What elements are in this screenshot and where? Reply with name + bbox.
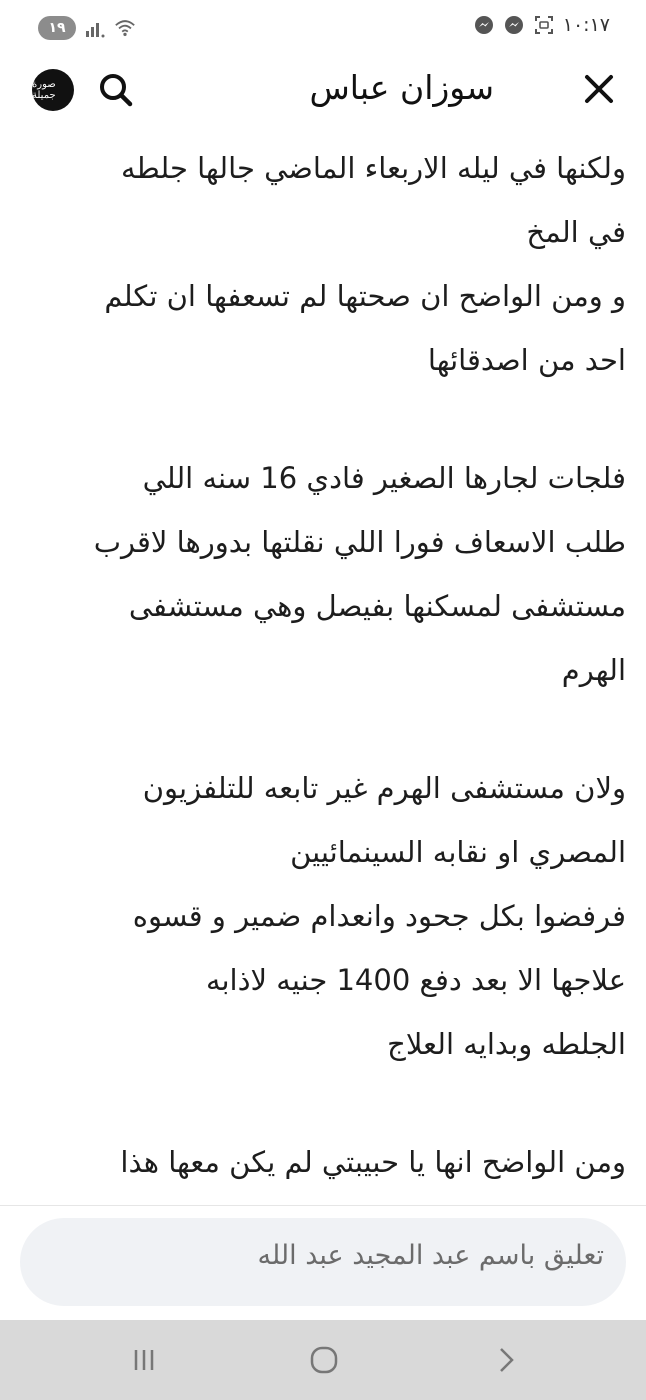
post-line: و ومن الواضح ان صحتها لم تسعفها ان تكلم bbox=[104, 279, 626, 313]
signal-icon bbox=[84, 17, 106, 39]
close-icon bbox=[582, 72, 616, 106]
comment-input[interactable] bbox=[20, 1218, 626, 1306]
post-line: الهرم bbox=[561, 653, 626, 687]
back-button[interactable] bbox=[486, 1340, 526, 1380]
post-line: فلجات لجارها الصغير فادي 16 سنه اللي bbox=[142, 461, 626, 495]
profile-avatar[interactable] bbox=[32, 69, 74, 111]
post-line: المصري او نقابه السينمائيين bbox=[290, 835, 626, 869]
messenger-icon bbox=[473, 14, 495, 36]
post-text bbox=[22, 136, 626, 1196]
post-line: في المخ bbox=[526, 215, 626, 249]
clock: ١٠:١٧ bbox=[562, 14, 610, 36]
search-icon bbox=[96, 70, 136, 110]
post-line: ولكنها في ليله الاربعاء الماضي جالها جلطه bbox=[121, 151, 626, 185]
screenshot-icon bbox=[533, 14, 555, 36]
battery-indicator: ١٩ bbox=[38, 16, 76, 40]
messenger-icon bbox=[503, 14, 525, 36]
paragraph-gap bbox=[22, 1076, 626, 1130]
post-line: طلب الاسعاف فورا اللي نقلتها بدورها لاقرب bbox=[93, 525, 626, 559]
post-line: فرفضوا بكل جحود وانعدام ضمير و قسوه bbox=[132, 899, 626, 933]
wifi-icon bbox=[114, 17, 136, 39]
post-line: احد من اصدقائها bbox=[427, 343, 626, 377]
search-button[interactable] bbox=[94, 68, 138, 112]
back-icon bbox=[491, 1345, 521, 1375]
status-bar bbox=[0, 0, 646, 56]
system-nav-bar bbox=[0, 1320, 646, 1400]
post-line: ولان مستشفى الهرم غير تابعه للتلفزيون bbox=[142, 771, 626, 805]
post-header bbox=[0, 56, 646, 126]
home-button[interactable] bbox=[304, 1340, 344, 1380]
close-button[interactable] bbox=[578, 68, 620, 110]
post-line: ومن الواضح انها يا حبيبتي لم يكن معها هذا bbox=[120, 1145, 626, 1179]
home-icon bbox=[308, 1344, 340, 1376]
paragraph-gap bbox=[22, 392, 626, 446]
recent-apps-button[interactable] bbox=[124, 1340, 164, 1380]
divider bbox=[0, 1205, 646, 1206]
paragraph-gap bbox=[22, 702, 626, 756]
status-right bbox=[473, 14, 610, 36]
status-left bbox=[38, 16, 136, 40]
comment-placeholder: تعليق باسم عبد المجيد عبد الله bbox=[257, 1240, 604, 1271]
post-line: مستشفى لمسكنها بفيصل وهي مستشفى bbox=[128, 589, 626, 623]
post-line: علاجها الا بعد دفع 1400 جنيه لاذابه bbox=[205, 963, 626, 997]
recent-apps-icon bbox=[129, 1345, 159, 1375]
avatar-text: صورة جميلة bbox=[32, 79, 56, 101]
page-title: سوزان عباس bbox=[309, 68, 494, 107]
post-line: الجلطه وبدايه العلاج bbox=[387, 1027, 626, 1061]
